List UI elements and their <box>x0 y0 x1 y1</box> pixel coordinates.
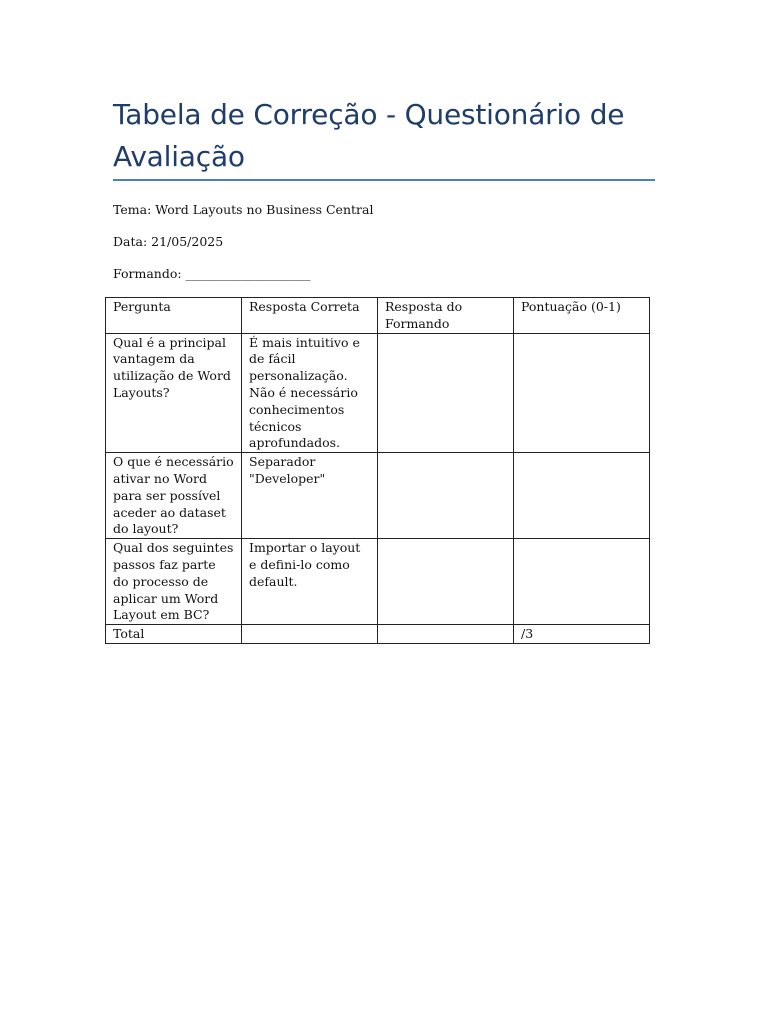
header-resposta-correta: Resposta Correta <box>242 298 378 334</box>
cell-total-resposta-correta <box>242 625 378 644</box>
cell-resposta-correta: Separador "Developer" <box>242 453 378 539</box>
cell-total-pontuacao: /3 <box>514 625 650 644</box>
document-title: Tabela de Correção - Questionário de Avaliação <box>113 98 625 173</box>
table-row <box>106 453 650 539</box>
cell-pergunta: O que é necessário ativar no Word para ser possível aceder ao dataset do layout? <box>106 453 242 539</box>
header-resposta-formando: Resposta do Formando <box>378 298 514 334</box>
cell-pontuacao[interactable] <box>514 333 650 453</box>
header-pergunta: Pergunta <box>106 298 242 334</box>
correction-table <box>105 297 650 644</box>
cell-pergunta: Qual é a principal vantagem da utilização de Word Layouts? <box>106 333 242 453</box>
table-row <box>106 539 650 625</box>
cell-pontuacao[interactable] <box>514 453 650 539</box>
tema-line: Tema: Word Layouts no Business Central <box>113 202 374 217</box>
cell-total-resposta-formando <box>378 625 514 644</box>
cell-resposta-formando[interactable] <box>378 453 514 539</box>
cell-resposta-correta: Importar o layout e defini-lo como default. <box>242 539 378 625</box>
table-header-row <box>106 298 650 334</box>
cell-resposta-correta: É mais intuitivo e de fácil personalização. Não é necessário conhecimentos técnicos aprofundados. <box>242 333 378 453</box>
cell-total-label: Total <box>106 625 242 644</box>
cell-pergunta: Qual dos seguintes passos faz parte do processo de aplicar um Word Layout em BC? <box>106 539 242 625</box>
cell-resposta-formando[interactable] <box>378 333 514 453</box>
data-line: Data: 21/05/2025 <box>113 234 224 249</box>
cell-pontuacao[interactable] <box>514 539 650 625</box>
formando-line: Formando: ____________________ <box>113 266 311 281</box>
table-row <box>106 333 650 453</box>
table-total-row <box>106 625 650 644</box>
header-pontuacao: Pontuação (0-1) <box>514 298 650 334</box>
title-underline <box>113 179 655 181</box>
cell-resposta-formando[interactable] <box>378 539 514 625</box>
